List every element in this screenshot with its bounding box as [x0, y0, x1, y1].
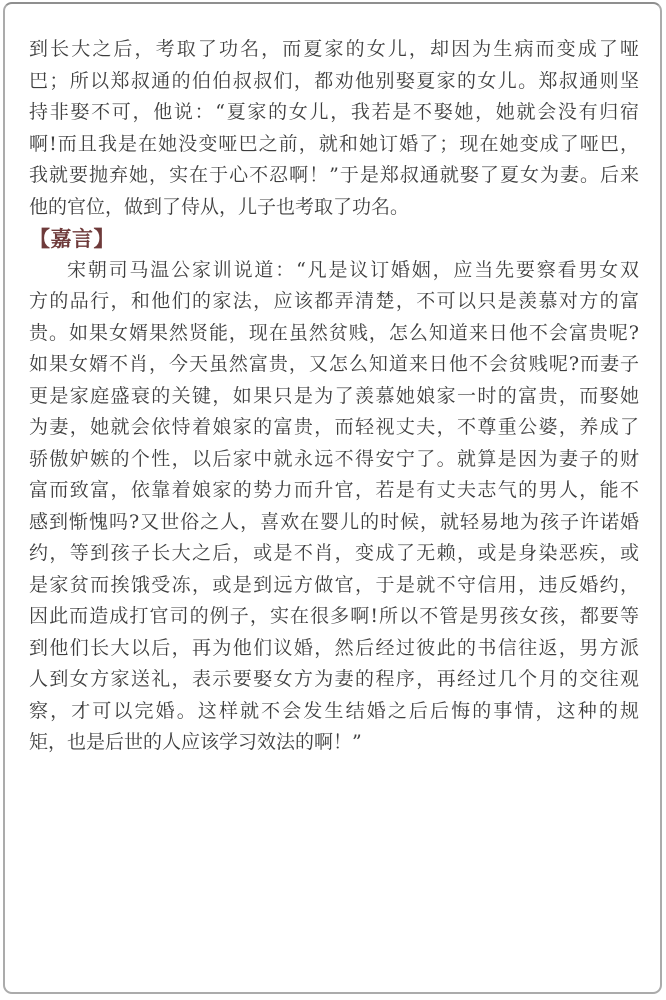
section-heading-jiayan: 【嘉言】 — [29, 226, 115, 251]
text-line: 如果女婿不肖，今天虽然富贵，又怎么知道来日他不会贫贱呢?而妻子 — [29, 353, 639, 375]
text-line: 富而致富，依靠着娘家的势力而升官，若是有丈夫志气的男人，能不 — [29, 479, 639, 501]
text-line: 他的官位，做到了侍从，儿子也考取了功名。 — [29, 195, 410, 218]
page-content — [29, 34, 639, 759]
text-line: 宋朝司马温公家训说道：“凡是议订婚姻，应当先要察看男女双 — [67, 258, 639, 281]
text-line: 感到惭愧吗?又世俗之人，喜欢在婴儿的时候，就轻易地为孩子许诺婚 — [29, 510, 639, 533]
story-paragraph — [29, 34, 639, 223]
text-line: 察，才可以完婚。这样就不会发生结婚之后后悔的事情，这种的规 — [29, 699, 639, 722]
text-line: 巴；所以郑叔通的伯伯叔叔们，都劝他别娶夏家的女儿。郑叔通则坚 — [29, 69, 639, 92]
text-line: 啊!而且我是在她没变哑巴之前，就和她订婚了；现在她变成了哑巴， — [29, 132, 639, 155]
text-line: 方的品行，和他们的家法，应该都弄清楚，不可以只是羡慕对方的富 — [29, 290, 639, 312]
quote-paragraph — [29, 255, 639, 759]
text-line: 到长大之后，考取了功名，而夏家的女儿，却因为生病而变成了哑 — [29, 38, 639, 60]
text-line: 是家贫而挨饿受冻，或是到远方做官，于是就不守信用，违反婚约， — [29, 573, 639, 596]
text-line: 人到女方家送礼，表示要娶女方为妻的程序，再经过几个月的交往观 — [29, 668, 639, 690]
text-line: 约，等到孩子长大之后，或是不肖，变成了无赖，或是身染恶疾，或 — [29, 542, 639, 564]
text-line: 贵。如果女婿果然贤能，现在虽然贫贱，怎么知道来日他不会富贵呢? — [29, 321, 639, 344]
text-line: 矩，也是后世的人应该学习效法的啊！” — [29, 731, 362, 753]
text-line: 为妻，她就会依恃着娘家的富贵，而轻视丈夫，不尊重公婆，养成了 — [29, 416, 639, 438]
text-line: 更是家庭盛衰的关键，如果只是为了羡慕她娘家一时的富贵，而娶她 — [29, 384, 639, 407]
text-line: 持非娶不可，他说：“夏家的女儿，我若是不娶她，她就会没有归宿 — [29, 101, 639, 123]
text-line: 到他们长大以后，再为他们议婚，然后经过彼此的书信往返，男方派 — [29, 636, 639, 659]
text-line: 骄傲妒嫉的个性，以后家中就永远不得安宁了。就算是因为妻子的财 — [29, 447, 639, 470]
text-line: 因此而造成打官司的例子，实在很多啊!所以不管是男孩女孩，都要等 — [29, 605, 639, 627]
text-line: 我就要抛弃她，实在于心不忍啊！”于是郑叔通就娶了夏女为妻。后来 — [29, 164, 639, 186]
